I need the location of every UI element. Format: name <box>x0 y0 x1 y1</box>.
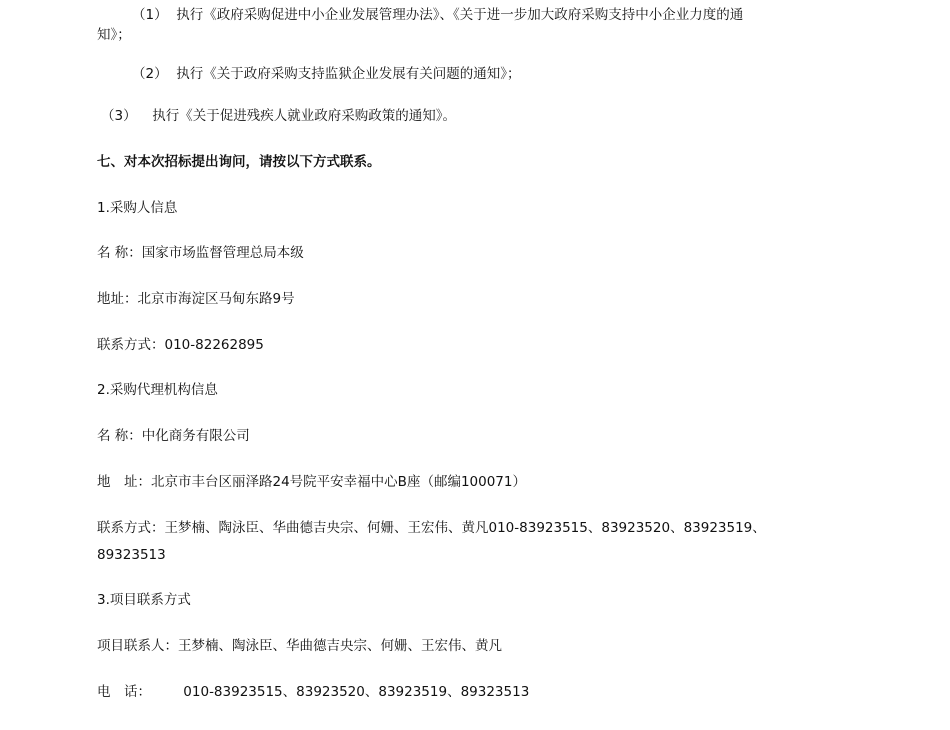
project-phone-value: 010-83923515、83923520、83923519、89323513 <box>183 684 530 700</box>
purchaser-info-title: 1.采购人信息 <box>97 200 178 216</box>
agency-contact: 联系方式：王梦楠、陶泳臣、华曲德吉央宗、何姗、王宏伟、黄凡010-83923515、83923520、83923519、 <box>97 520 766 536</box>
policy-item-3-text: 执行《关于促进残疾人就业政府采购政策的通知》。 <box>152 108 457 124</box>
policy-item-2 <box>132 64 521 84</box>
project-phone-label: 电 话： <box>97 684 151 700</box>
agency-name: 名 称：中化商务有限公司 <box>97 428 250 444</box>
purchaser-address: 地址：北京市海淀区马甸东路9号 <box>97 291 295 307</box>
purchaser-contact: 联系方式：010-82262895 <box>97 337 264 353</box>
project-contact-title: 3.项目联系方式 <box>97 592 191 608</box>
policy-item-3-number: （3） <box>101 108 137 124</box>
policy-item-3 <box>101 106 456 126</box>
purchaser-name: 名 称：国家市场监督管理总局本级 <box>97 245 304 261</box>
policy-item-2-text: 执行《关于政府采购支持监狱企业发展有关问题的通知》； <box>176 66 521 82</box>
agency-info-title: 2.采购代理机构信息 <box>97 382 218 398</box>
project-contacts: 项目联系人：王梦楠、陶泳臣、华曲德吉央宗、何姗、王宏伟、黄凡 <box>97 638 502 654</box>
policy-item-1-number: （1） <box>132 7 168 23</box>
project-phone <box>97 682 529 702</box>
policy-item-1 <box>132 5 743 25</box>
agency-contact-continuation: 89323513 <box>97 547 166 563</box>
agency-address: 地 址：北京市丰台区丽泽路24号院平安幸福中心B座（邮编100071） <box>97 474 526 490</box>
policy-item-2-number: （2） <box>132 66 168 82</box>
policy-item-1-text: 执行《政府采购促进中小企业发展管理办法》、《关于进一步加大政府采购支持中小企业力度的通 <box>176 7 744 23</box>
policy-item-1-continuation: 知》； <box>97 27 131 43</box>
section-seven-heading: 七、对本次招标提出询问，请按以下方式联系。 <box>97 154 381 170</box>
